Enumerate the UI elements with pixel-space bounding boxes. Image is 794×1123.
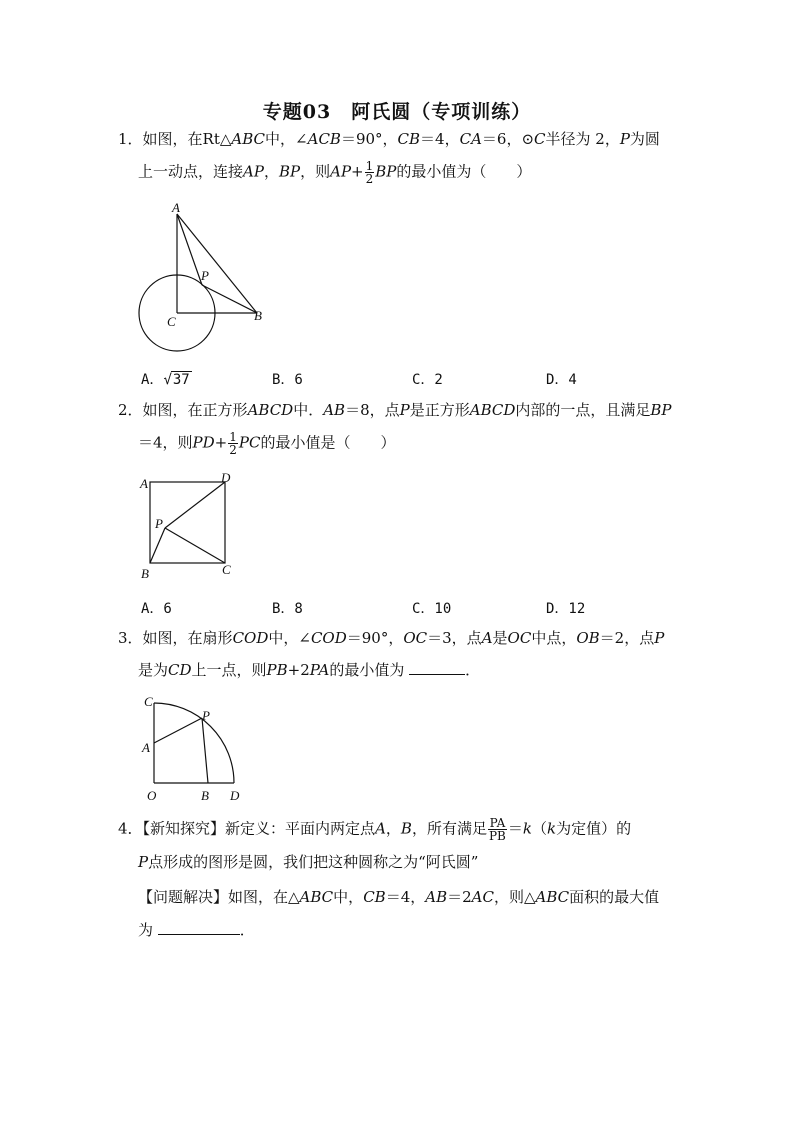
q4-line-4: 为 ． xyxy=(138,921,255,939)
q2-line-2: ＝4，则PD+ $\frac{1}{2}$ PC的最小值是（ ） xyxy=(138,430,396,457)
q3-label-o: O xyxy=(147,788,157,803)
q3-label-c: C xyxy=(144,694,153,709)
q2-segment-pc xyxy=(165,528,225,563)
q2-number: 2． xyxy=(118,401,143,419)
q3-segment-ap xyxy=(154,718,202,743)
q4-line-3: 【问题解决】如图，在△ABC中，CB＝4，AB＝2AC，则△ABC面积的最大值 xyxy=(138,888,660,906)
q1-segment-ab xyxy=(177,214,257,313)
q4-number: 4． xyxy=(118,819,143,838)
q4-fraction: $\frac{PA}{PB}$ xyxy=(488,816,506,843)
q2-label-b: B xyxy=(141,566,149,581)
q1-option-b[interactable]: B．6 xyxy=(272,372,303,388)
q2-label-c: C xyxy=(222,562,231,577)
q2-label-d: D xyxy=(221,470,231,485)
q1-option-c[interactable]: C．2 xyxy=(412,372,443,388)
q2-option-b[interactable]: B．8 xyxy=(272,601,303,617)
q3-label-b: B xyxy=(201,788,209,803)
q1-figure xyxy=(130,200,280,360)
q2-line-1: 2．如图，在正方形ABCD中．AB＝8，点P是正方形ABCD内部的一点，且满足BP xyxy=(118,401,672,419)
q4-line-1: 4．【新知探究】新定义：平面内两定点A，B，所有满足 $\frac{PA}{PB}$ ＝k（k为定值）的 xyxy=(118,816,632,843)
q4-line-2: P点形成的图形是圆，我们把这种圆称之为“阿氏圆” xyxy=(138,853,479,871)
q3-line-1: 3．如图，在扇形COD中，∠COD＝90°，OC＝3，点A是OC中点，OB＝2，点P xyxy=(118,629,665,647)
q3-line-2: 是为CD上一点，则PB+2PA的最小值为 ． xyxy=(138,661,481,679)
q2-segment-pb xyxy=(150,528,165,563)
q1-option-a[interactable]: A．√37 xyxy=(141,372,190,388)
q3-segment-pb xyxy=(202,718,208,783)
q2-label-p: P xyxy=(155,516,163,531)
q3-label-a: A xyxy=(142,740,150,755)
q1-label-p: P xyxy=(201,268,209,283)
q1-label-b: B xyxy=(254,308,262,323)
q2-label-a: A xyxy=(140,476,148,491)
q2-figure xyxy=(135,470,245,585)
q1-segment-pb xyxy=(202,285,257,313)
q1-line-2: 上一动点，连接AP，BP，则AP+ $\frac{1}{2}$ BP的最小值为（ ） xyxy=(138,159,532,186)
q2-option-c[interactable]: C．10 xyxy=(412,601,452,617)
q3-label-d: D xyxy=(230,788,240,803)
q3-number: 3． xyxy=(118,629,143,647)
q1-option-d[interactable]: D．4 xyxy=(546,372,577,388)
q1-fraction: $\frac{1}{2}$ xyxy=(365,159,374,186)
q2-fraction: $\frac{1}{2}$ xyxy=(229,430,237,457)
q3-figure xyxy=(138,693,253,808)
q3-answer-blank[interactable] xyxy=(409,660,465,675)
q2-option-d[interactable]: D．12 xyxy=(546,601,586,617)
q1-label-a: A xyxy=(172,200,180,215)
q1-line-1: 1．如图，在Rt△ABC中，∠ACB＝90°，CB＝4，CA＝6，⊙C半径为 2，P为圆 xyxy=(118,130,660,148)
q1-label-c: C xyxy=(167,314,176,329)
q3-arc-cd xyxy=(154,703,234,783)
q1-segment-ap xyxy=(177,214,202,285)
q2-segment-pd xyxy=(165,482,225,528)
q3-label-p: P xyxy=(202,708,210,723)
q4-answer-blank[interactable] xyxy=(158,920,240,935)
page-title: 专题03 阿氏圆（专项训练） xyxy=(262,101,532,123)
q2-option-a[interactable]: A．6 xyxy=(141,601,172,617)
q1-number: 1． xyxy=(118,130,143,148)
